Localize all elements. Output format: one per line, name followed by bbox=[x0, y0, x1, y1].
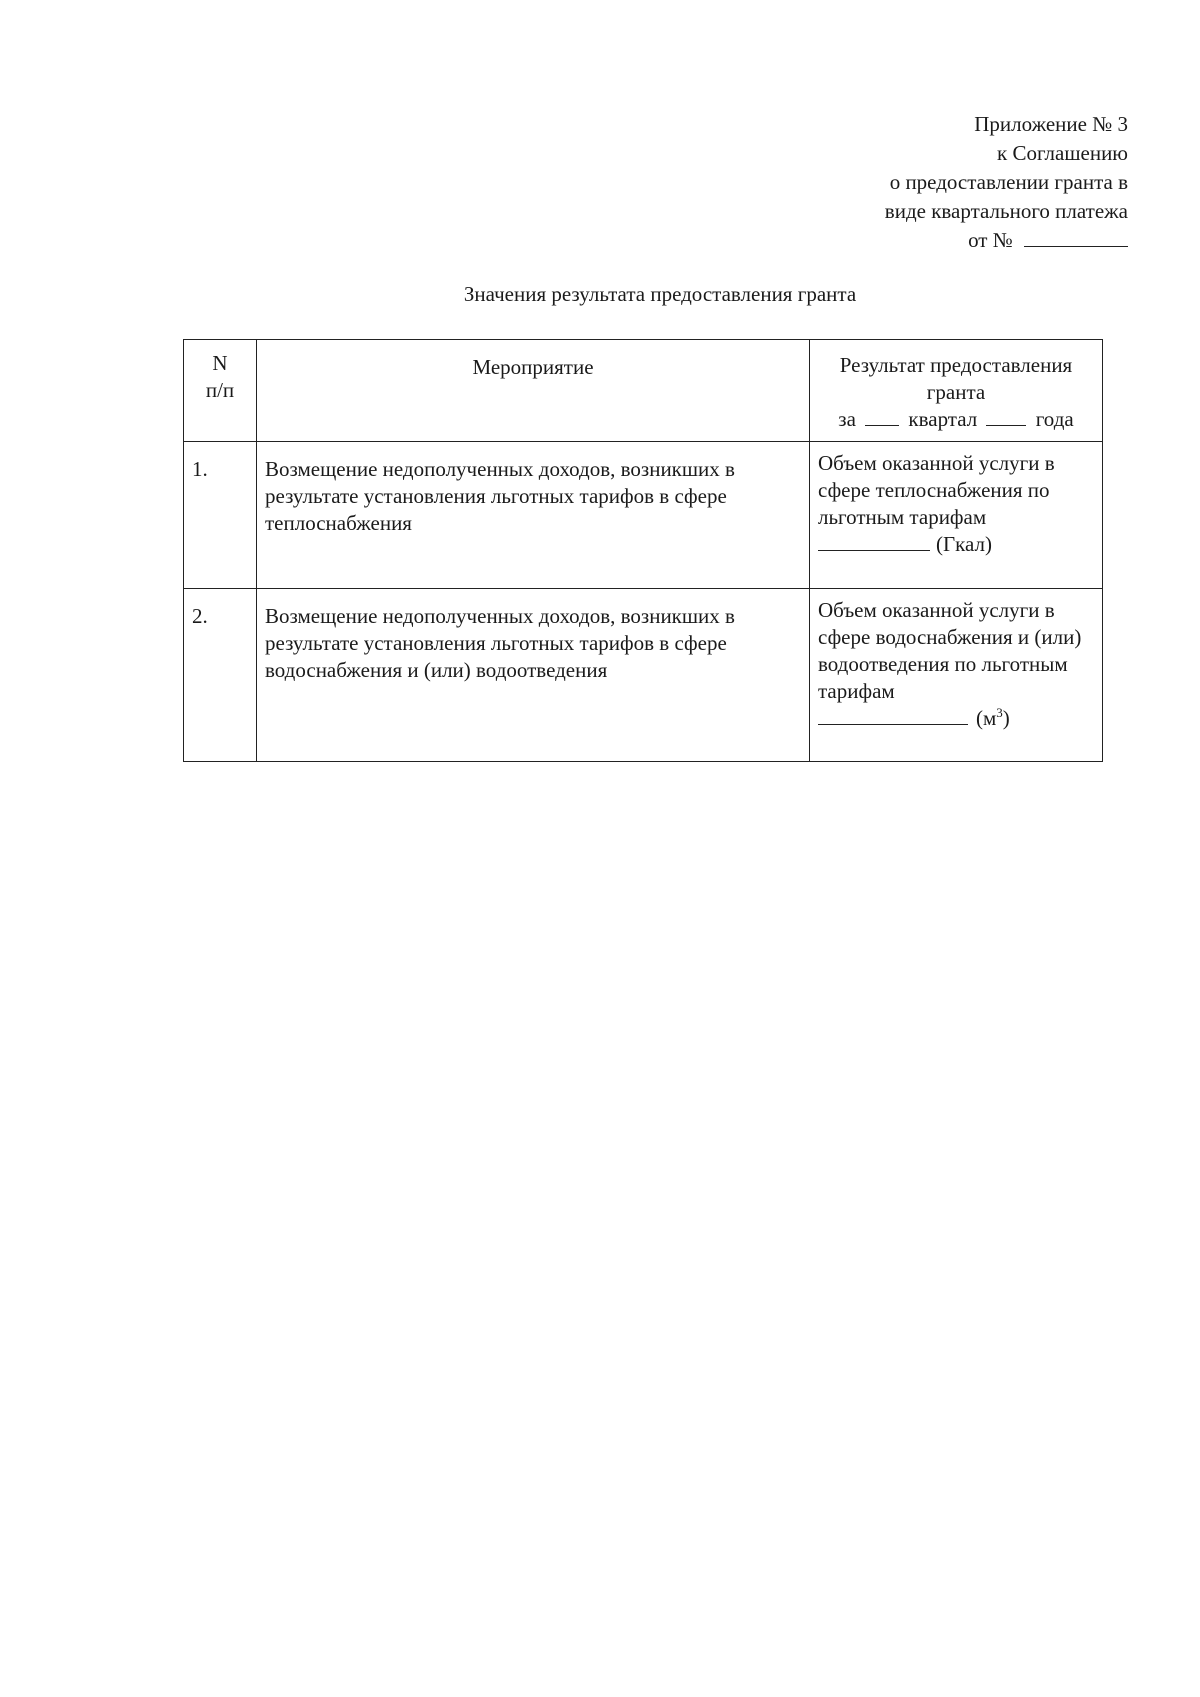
table-header-row bbox=[184, 340, 1103, 442]
document-title: Значения результата предоставления гранта bbox=[463, 282, 857, 306]
row-result bbox=[810, 589, 1103, 762]
unit-superscript: 3 bbox=[996, 705, 1003, 720]
period-za-label: за bbox=[838, 407, 856, 431]
unit-close: ) bbox=[1002, 706, 1010, 730]
row-result-text: Объем оказанной услуги в сфере водоснабжения и (или) водоотведения по льготным тарифам bbox=[818, 598, 1082, 703]
quarter-blank-line bbox=[865, 424, 899, 426]
row-result-text: Объем оказанной услуги в сфере теплоснабжения по льготным тарифам bbox=[818, 451, 1055, 529]
value-blank-line bbox=[818, 549, 930, 551]
row-result-unit-line bbox=[818, 705, 1094, 732]
value-blank-line bbox=[818, 723, 968, 725]
column-header-number bbox=[184, 340, 257, 442]
table-row bbox=[184, 442, 1103, 589]
appendix-header bbox=[885, 110, 1128, 255]
row-result-unit: (Гкал) bbox=[936, 532, 992, 556]
column-header-result bbox=[810, 340, 1103, 442]
appendix-number: Приложение № 3 bbox=[974, 112, 1128, 136]
grant-results-table bbox=[183, 339, 1103, 762]
period-kvartal-label: квартал bbox=[908, 407, 978, 431]
row-result-unit bbox=[976, 706, 1010, 730]
appendix-ref-agreement: к Соглашению bbox=[997, 141, 1128, 165]
column-header-activity: Мероприятие bbox=[257, 340, 810, 442]
column-header-result-line1: Результат предоставления bbox=[839, 353, 1073, 377]
column-header-result-period bbox=[818, 406, 1094, 433]
column-header-number-pp: п/п bbox=[205, 378, 235, 402]
row-activity: Возмещение недополученных доходов, возникших в результате установления льготных тарифов в сфере водоснабжения и (или) водоотведения bbox=[257, 589, 810, 762]
appendix-ref-grant: о предоставлении гранта в bbox=[889, 170, 1128, 194]
row-result bbox=[810, 442, 1103, 589]
appendix-ref-payment: виде квартального платежа bbox=[884, 199, 1128, 223]
number-blank-line bbox=[1024, 245, 1128, 247]
table-row bbox=[184, 589, 1103, 762]
year-blank-line bbox=[986, 424, 1026, 426]
date-number-label: от № bbox=[968, 228, 1013, 252]
period-goda-label: года bbox=[1035, 407, 1074, 431]
unit-base: (м bbox=[976, 706, 997, 730]
row-number: 2. bbox=[184, 589, 257, 762]
row-activity: Возмещение недополученных доходов, возникших в результате установления льготных тарифов в сфере теплоснабжения bbox=[257, 442, 810, 589]
column-header-number-n: N bbox=[212, 351, 228, 375]
column-header-result-line2: гранта bbox=[926, 380, 986, 404]
appendix-date-number-line bbox=[885, 226, 1128, 255]
row-result-unit-line bbox=[818, 531, 1094, 558]
row-number: 1. bbox=[184, 442, 257, 589]
